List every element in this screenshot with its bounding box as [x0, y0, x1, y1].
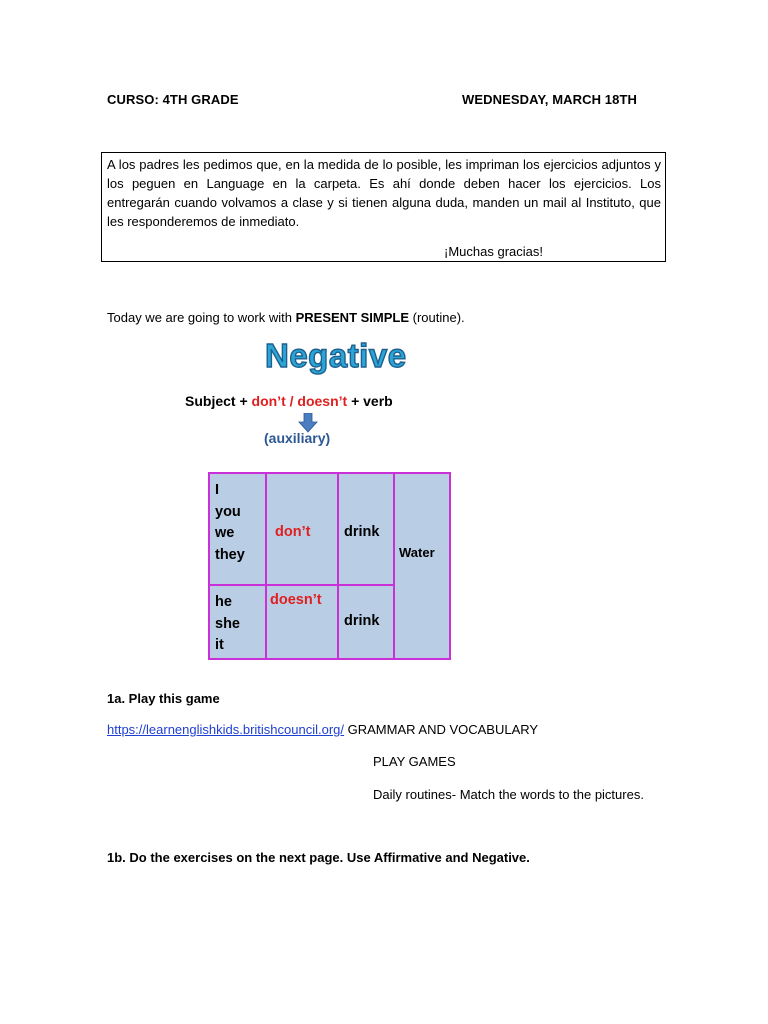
subject-she: she [215, 615, 240, 632]
intro-before: Today we are going to work with [107, 310, 296, 325]
thanks-text: ¡Muchas gracias! [444, 244, 543, 259]
subjects-list-1 [215, 480, 245, 566]
formula-subject: Subject + [185, 393, 252, 409]
aux-cell-doesnt [265, 584, 339, 660]
intro-bold: PRESENT SIMPLE [295, 310, 410, 325]
subjects-cell-singular [208, 584, 267, 660]
notice-text: A los padres les pedimos que, en la medida de lo posible, les impriman los ejercicios adjuntos y los peguen en Language en la carpeta. Es ahí donde deben hacer los ejercicios. Los entregarán cuando volvamos a clase y si tienen alguna duda, manden un mail al Instituto, que les responderemos de inmediato. [107, 157, 661, 229]
date-label: WEDNESDAY, MARCH 18TH [462, 92, 637, 107]
link-suffix: GRAMMAR AND VOCABULARY [344, 722, 539, 737]
subjects-list-2 [215, 592, 240, 657]
daily-routines-label: Daily routines- Match the words to the pictures. [373, 787, 644, 802]
intro-text [107, 310, 465, 325]
subject-they: they [215, 546, 245, 563]
formula-verb: + verb [347, 393, 393, 409]
verb-drink-1: drink [344, 524, 380, 540]
verb-cell-1 [337, 472, 395, 586]
object-cell [393, 472, 451, 660]
aux-dont: don’t [275, 524, 311, 540]
course-label: CURSO: 4TH GRADE [107, 92, 239, 107]
verb-cell-2 [337, 584, 395, 660]
intro-after: (routine). [409, 310, 465, 325]
question-1a: 1a. Play this game [107, 691, 220, 706]
auxiliary-label: (auxiliary) [264, 430, 331, 446]
subjects-cell-plural [208, 472, 267, 586]
negative-formula [185, 393, 393, 409]
aux-doesnt: doesn’t [270, 592, 322, 608]
subject-i: I [215, 482, 220, 498]
object-water: Water [399, 545, 435, 560]
negative-title: Negative [265, 337, 407, 374]
british-council-link[interactable]: https://learnenglishkids.britishcouncil.org/ [107, 722, 345, 737]
subject-he: he [215, 594, 232, 610]
aux-cell-dont [265, 472, 339, 586]
question-1b: 1b. Do the exercises on the next page. Use Affirmative and Negative. [107, 850, 530, 865]
link-line [107, 722, 538, 737]
play-games-label: PLAY GAMES [373, 754, 456, 769]
subject-you: you [215, 503, 241, 520]
subject-it: it [215, 637, 224, 653]
verb-drink-2: drink [344, 613, 380, 629]
formula-auxiliary: don’t / doesn’t [251, 393, 348, 409]
negative-table [208, 472, 451, 660]
subject-we: we [215, 525, 235, 541]
